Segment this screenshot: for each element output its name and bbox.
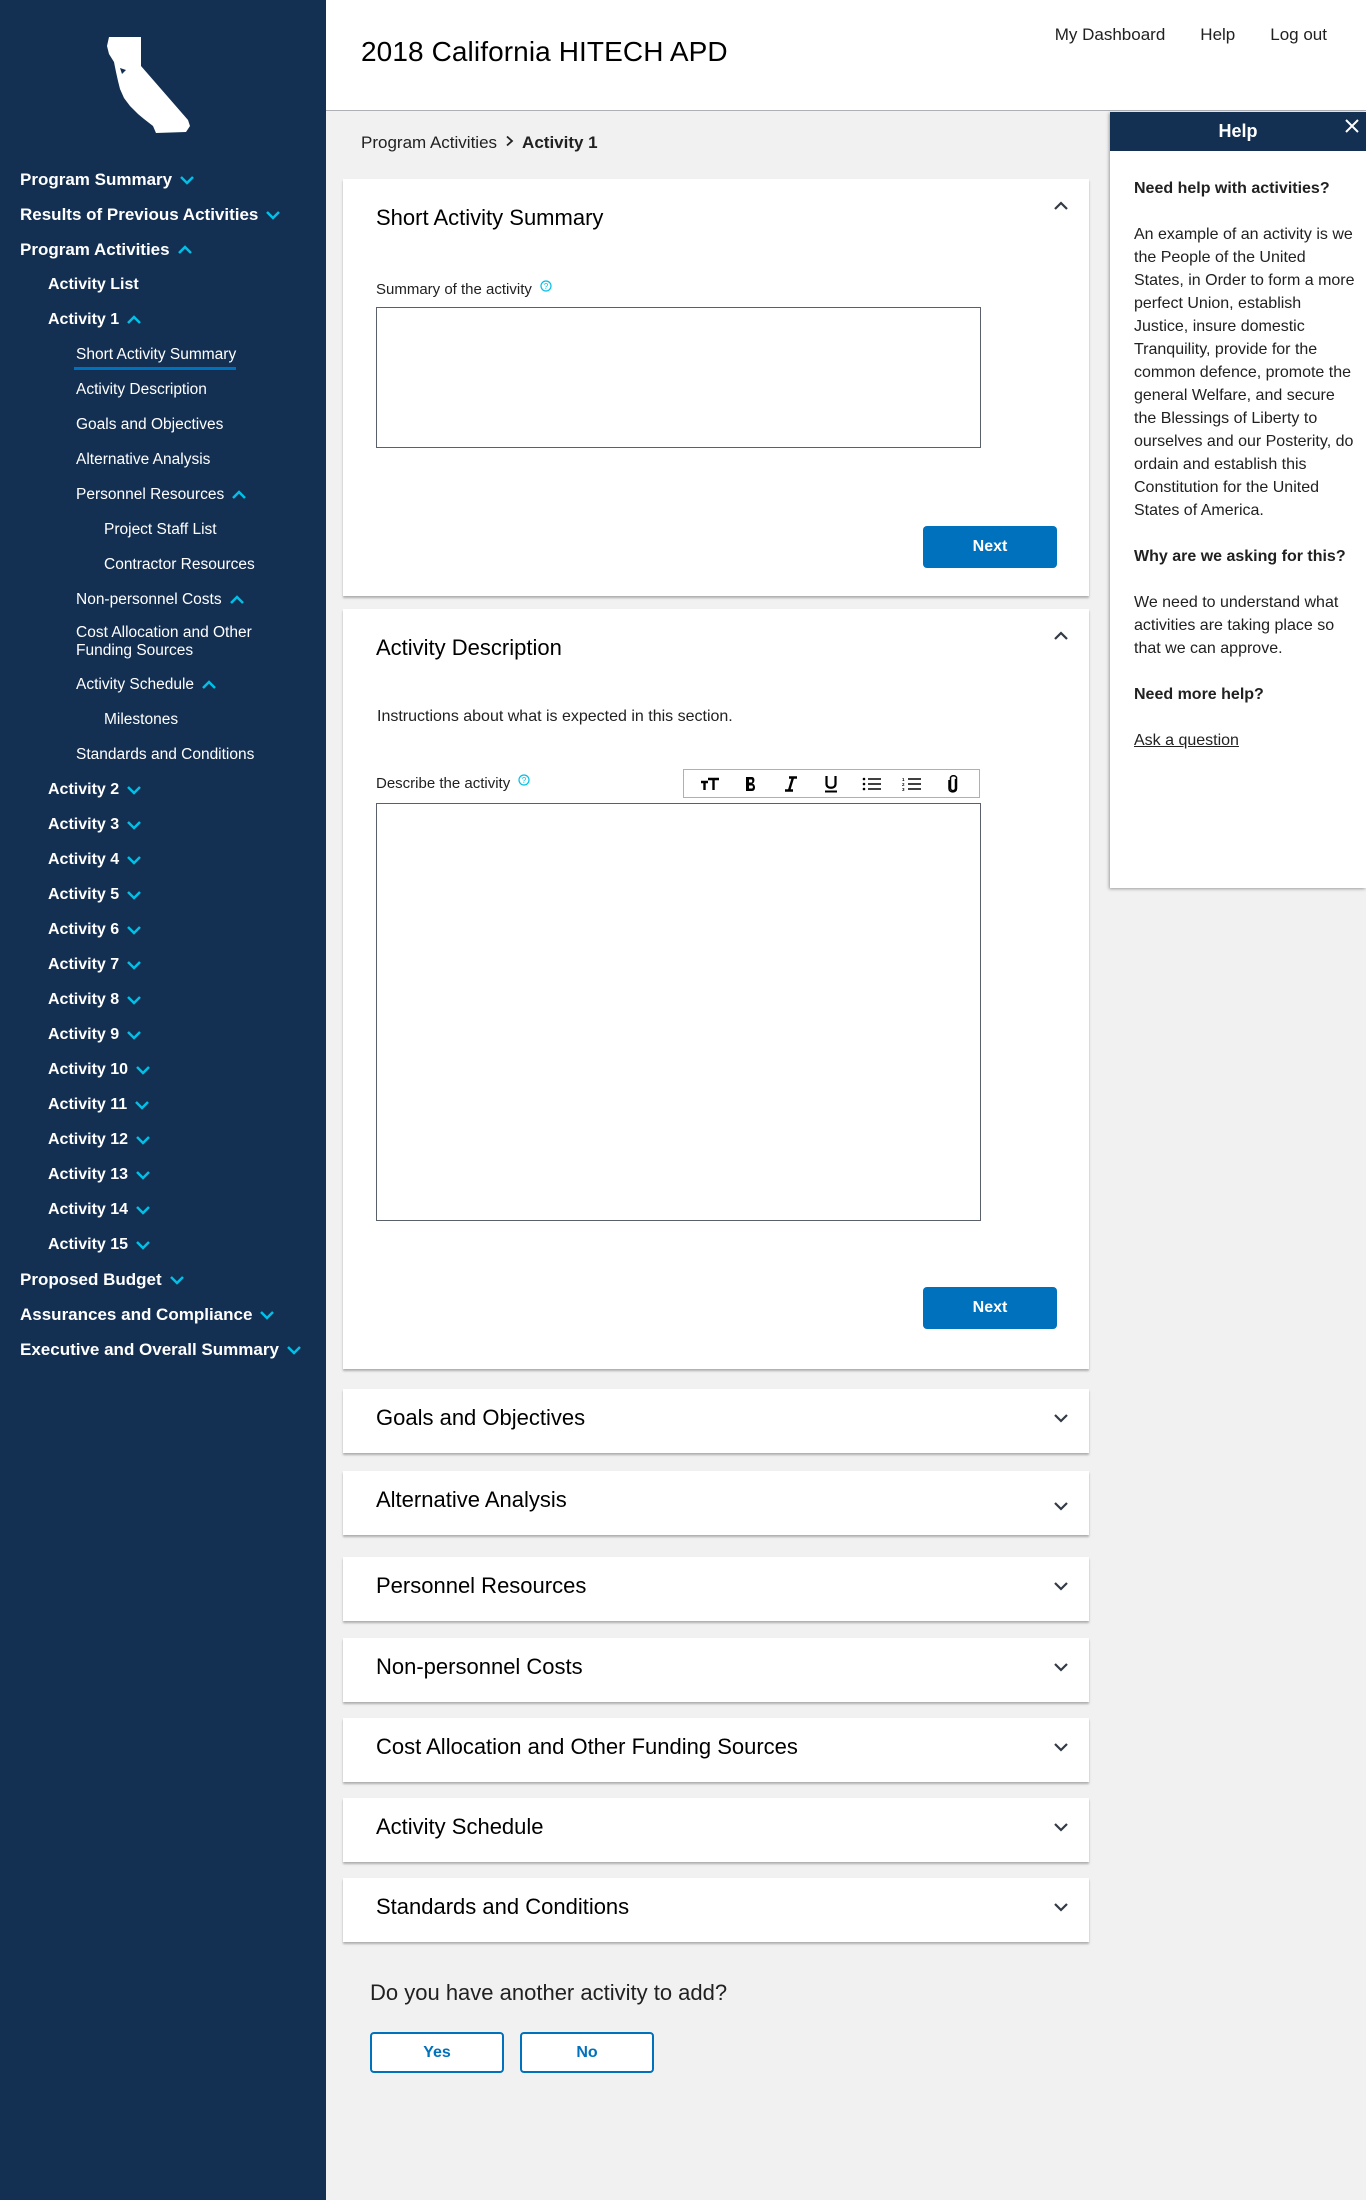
california-state-icon <box>104 34 196 136</box>
sidebar-item-activity-8[interactable]: Activity 8 <box>0 982 326 1017</box>
sidebar-item-results-previous[interactable]: Results of Previous Activities <box>0 197 326 232</box>
help-heading: Why are we asking for this? <box>1134 548 1346 565</box>
close-icon[interactable] <box>1344 118 1360 134</box>
help-heading: Need help with activities? <box>1134 180 1330 197</box>
sidebar-item-activity-7[interactable]: Activity 7 <box>0 947 326 982</box>
sidebar-item-short-activity-summary[interactable]: Short Activity Summary <box>76 345 237 363</box>
short-activity-summary-section <box>343 179 1089 596</box>
sidebar-item-standards-conditions[interactable]: Standards and Conditions <box>76 745 255 763</box>
chevron-up-icon <box>201 680 217 690</box>
sidebar-item-activity-4[interactable]: Activity 4 <box>0 842 326 877</box>
add-activity-question: Do you have another activity to add? <box>370 1980 728 2005</box>
yes-button[interactable]: Yes <box>370 2032 504 2073</box>
sidebar-nav <box>0 162 326 1367</box>
section-title: Personnel Resources <box>376 1573 587 1598</box>
cost-allocation-section[interactable] <box>343 1718 1089 1782</box>
summary-textarea[interactable] <box>376 307 981 448</box>
chevron-right-icon <box>505 134 514 152</box>
breadcrumb-current: Activity 1 <box>522 133 598 152</box>
chevron-down-icon <box>179 175 195 185</box>
section-title: Activity Schedule <box>376 1814 544 1839</box>
sidebar-item-activity-2[interactable]: Activity 2 <box>0 772 326 807</box>
expand-section-button[interactable] <box>1049 1896 1073 1920</box>
sidebar-item-activity-description[interactable]: Activity Description <box>76 380 207 398</box>
sidebar-item-activity-12[interactable]: Activity 12 <box>0 1122 326 1157</box>
sidebar-item-non-personnel-costs[interactable]: Non-personnel Costs <box>0 582 326 617</box>
help-text: An example of an activity is we the People of the United States, in Order to form a more perfect Union, establish Justice, insure domestic Tranquility, provide for the common defence, promote the general Welfare, and secure the Blessings of Liberty to ourselves and our Posterity, do ordain and establish this Constitution for the United States of America. <box>1134 226 1355 519</box>
sidebar-item-contractor-resources[interactable]: Contractor Resources <box>104 555 255 573</box>
help-link[interactable]: Help <box>1200 25 1236 44</box>
expand-section-button[interactable] <box>1049 1407 1073 1431</box>
sidebar-item-cost-allocation[interactable]: Cost Allocation and Other Funding Sources <box>76 624 252 659</box>
sidebar-item-assurances-compliance[interactable]: Assurances and Compliance <box>0 1297 326 1332</box>
svg-text:3: 3 <box>902 786 905 791</box>
chevron-down-icon <box>1053 1819 1069 1837</box>
bulleted-list-icon[interactable] <box>857 772 887 796</box>
breadcrumb <box>361 133 598 153</box>
sidebar-item-activity-list[interactable]: Activity List <box>48 275 139 293</box>
underline-icon[interactable] <box>816 772 846 796</box>
help-panel-body <box>1110 151 1366 752</box>
chevron-up-icon <box>229 595 245 605</box>
sidebar-item-personnel-resources[interactable]: Personnel Resources <box>0 477 326 512</box>
top-header <box>326 0 1366 111</box>
section-title: Alternative Analysis <box>376 1487 567 1512</box>
sidebar-item-proposed-budget[interactable]: Proposed Budget <box>0 1262 326 1297</box>
chevron-down-icon <box>134 1100 150 1110</box>
chevron-down-icon <box>126 890 142 900</box>
chevron-down-icon <box>259 1310 275 1320</box>
non-personnel-costs-section[interactable] <box>343 1638 1089 1702</box>
chevron-up-icon <box>177 245 193 255</box>
my-dashboard-link[interactable]: My Dashboard <box>1054 25 1166 44</box>
sidebar-item-activity-6[interactable]: Activity 6 <box>0 912 326 947</box>
chevron-down-icon <box>265 210 281 220</box>
svg-text:?: ? <box>543 281 549 291</box>
standards-conditions-section[interactable] <box>343 1878 1089 1942</box>
chevron-down-icon <box>1053 1578 1069 1596</box>
sidebar-item-activity-10[interactable]: Activity 10 <box>0 1052 326 1087</box>
chevron-down-icon <box>135 1240 151 1250</box>
chevron-down-icon <box>126 995 142 1005</box>
next-button[interactable]: Next <box>923 526 1057 568</box>
next-button[interactable]: Next <box>923 1287 1057 1329</box>
describe-textarea[interactable] <box>376 803 981 1221</box>
sidebar-item-project-staff-list[interactable]: Project Staff List <box>104 520 217 538</box>
chevron-up-icon <box>126 315 142 325</box>
chevron-down-icon <box>1053 1659 1069 1677</box>
sidebar-item-goals-objectives[interactable]: Goals and Objectives <box>76 415 224 433</box>
activity-schedule-section[interactable] <box>343 1798 1089 1862</box>
personnel-resources-section[interactable] <box>343 1557 1089 1621</box>
chevron-down-icon <box>169 1275 185 1285</box>
bold-icon[interactable] <box>736 772 766 796</box>
rich-text-toolbar <box>683 769 980 798</box>
section-title: Short Activity Summary <box>376 205 604 230</box>
log-out-link[interactable]: Log out <box>1270 25 1327 44</box>
sidebar-item-activity-14[interactable]: Activity 14 <box>0 1192 326 1227</box>
expand-section-button[interactable] <box>1049 1816 1073 1840</box>
sidebar-item-activity-11[interactable]: Activity 11 <box>0 1087 326 1122</box>
chevron-down-icon <box>135 1135 151 1145</box>
help-question-icon[interactable] <box>540 279 552 291</box>
svg-text:2: 2 <box>902 781 905 787</box>
no-button[interactable]: No <box>520 2032 654 2073</box>
activity-description-section <box>343 609 1089 1369</box>
collapse-section-button[interactable] <box>1049 195 1073 219</box>
sidebar <box>0 0 326 2200</box>
chevron-down-icon <box>126 820 142 830</box>
expand-section-button[interactable] <box>1049 1495 1073 1519</box>
help-panel-title: Help <box>1218 121 1258 141</box>
summary-field-label: Summary of the activity ? <box>376 281 552 298</box>
attachment-icon[interactable] <box>938 772 968 796</box>
help-panel-header <box>1110 112 1366 151</box>
help-panel <box>1110 112 1366 888</box>
chevron-down-icon <box>135 1170 151 1180</box>
expand-section-button[interactable] <box>1049 1575 1073 1599</box>
section-title: Standards and Conditions <box>376 1894 630 1919</box>
sidebar-item-activity-3[interactable]: Activity 3 <box>0 807 326 842</box>
help-heading: Need more help? <box>1134 686 1264 703</box>
sidebar-item-alternative-analysis[interactable]: Alternative Analysis <box>76 450 211 468</box>
help-question-icon[interactable] <box>518 773 530 785</box>
section-title: Non-personnel Costs <box>376 1654 583 1679</box>
sidebar-item-milestones[interactable]: Milestones <box>104 710 179 728</box>
chevron-down-icon <box>126 925 142 935</box>
svg-text:1: 1 <box>902 776 905 782</box>
chevron-down-icon <box>1053 1410 1069 1428</box>
goals-objectives-section[interactable] <box>343 1389 1089 1453</box>
chevron-down-icon <box>126 960 142 970</box>
help-text: We need to understand what activities are taking place so that we can approve. <box>1134 594 1339 657</box>
chevron-down-icon <box>1053 1899 1069 1917</box>
alternative-analysis-section[interactable] <box>343 1471 1089 1535</box>
sidebar-item-activity-15[interactable]: Activity 15 <box>0 1227 326 1262</box>
sidebar-item-program-activities[interactable]: Program Activities <box>0 232 326 267</box>
top-links <box>1055 25 1327 45</box>
chevron-down-icon <box>126 855 142 865</box>
describe-field-label: Describe the activity ? <box>376 775 530 792</box>
chevron-down-icon <box>1053 1498 1069 1516</box>
sidebar-item-activity-5[interactable]: Activity 5 <box>0 877 326 912</box>
sidebar-item-activity-9[interactable]: Activity 9 <box>0 1017 326 1052</box>
sidebar-item-activity-13[interactable]: Activity 13 <box>0 1157 326 1192</box>
collapse-section-button[interactable] <box>1049 625 1073 649</box>
italic-icon[interactable] <box>776 772 806 796</box>
expand-section-button[interactable] <box>1049 1656 1073 1680</box>
page-title: 2018 California HITECH APD <box>361 36 728 67</box>
sidebar-item-program-summary[interactable]: Program Summary <box>0 162 326 197</box>
section-instructions: Instructions about what is expected in this section. <box>377 708 733 725</box>
chevron-down-icon <box>126 1030 142 1040</box>
chevron-down-icon <box>286 1345 302 1355</box>
chevron-up-icon <box>1053 628 1069 646</box>
breadcrumb-parent[interactable]: Program Activities <box>361 133 498 152</box>
chevron-down-icon <box>135 1065 151 1075</box>
sidebar-item-activity-schedule[interactable]: Activity Schedule <box>0 667 326 702</box>
ask-question-link[interactable]: Ask a question <box>1134 732 1239 749</box>
chevron-down-icon <box>126 785 142 795</box>
chevron-down-icon <box>135 1205 151 1215</box>
sidebar-item-executive-summary[interactable]: Executive and Overall Summary <box>0 1332 326 1367</box>
svg-text:?: ? <box>521 775 527 785</box>
chevron-up-icon <box>1053 198 1069 216</box>
text-size-icon[interactable] <box>695 772 725 796</box>
chevron-up-icon <box>231 490 247 500</box>
section-title: Activity Description <box>376 635 562 660</box>
section-title: Goals and Objectives <box>376 1405 586 1430</box>
chevron-down-icon <box>1053 1739 1069 1757</box>
sidebar-item-activity-1[interactable]: Activity 1 <box>0 302 326 337</box>
expand-section-button[interactable] <box>1049 1736 1073 1760</box>
section-title: Cost Allocation and Other Funding Sources <box>376 1734 798 1759</box>
numbered-list-icon[interactable] <box>897 772 927 796</box>
